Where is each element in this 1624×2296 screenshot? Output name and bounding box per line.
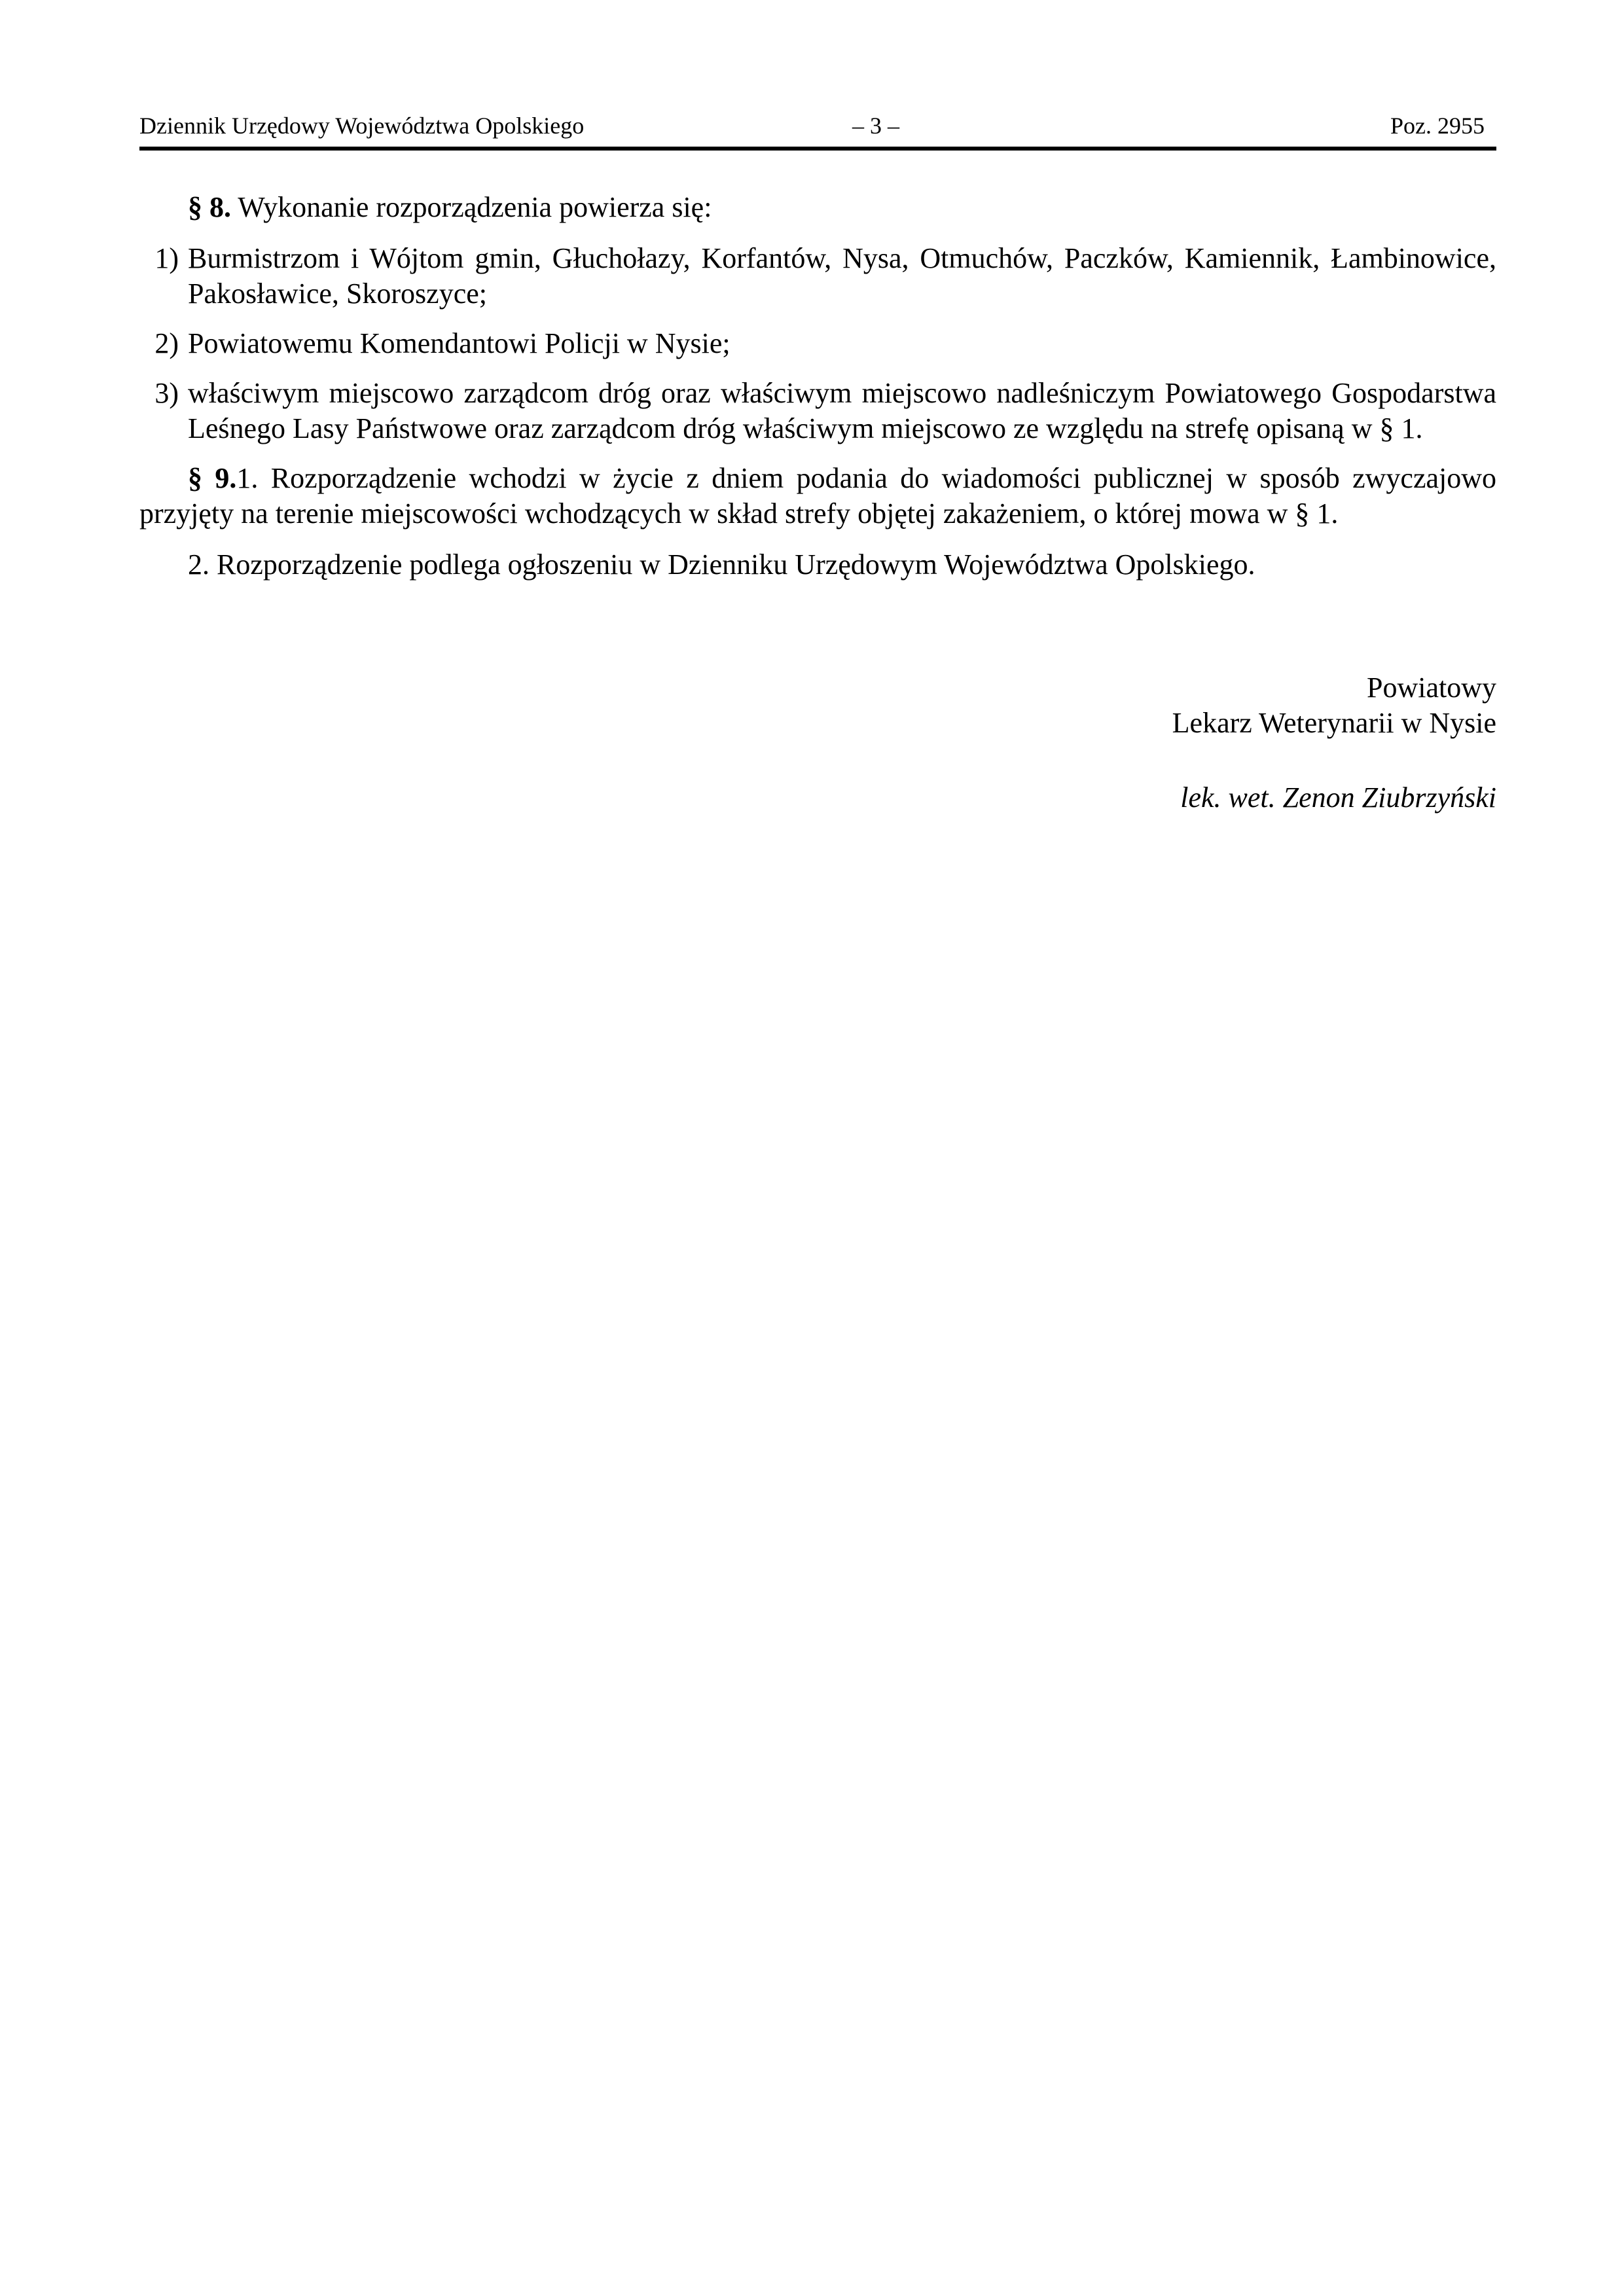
list-item-number: 1) [154, 242, 179, 274]
signature-title-line-2: Lekarz Weterynarii w Nysie [1172, 707, 1496, 739]
section-8-text: Wykonanie rozporządzenia powierza się: [231, 191, 712, 223]
section-9-text: 1. Rozporządzenie wchodzi w życie z dniem podania do wiadomości publicznej w sposób zwyczajowo przyjęty na terenie miejscowości wchodzących w skład strefy objętej zakażeniem, o której mowa w § 1. [139, 462, 1496, 529]
signature-title-line-1: Powiatowy [1367, 672, 1496, 704]
signature-block [1172, 670, 1496, 816]
section-8-mark: § 8. [188, 191, 231, 223]
list-item-text: Burmistrzom i Wójtom gmin, Głuchołazy, Korfantów, Nysa, Otmuchów, Paczków, Kamiennik, Łambinowice, Pakosławice, Skoroszyce; [188, 242, 1496, 310]
header-rule [139, 147, 1496, 151]
journal-title: Dziennik Urzędowy Województwa Opolskiego [139, 113, 585, 139]
page-number: – 3 – [852, 113, 899, 139]
list-item-number: 3) [154, 377, 179, 409]
page-header [139, 110, 1496, 149]
list-item [139, 326, 1496, 361]
section-9-point-1 [139, 461, 1496, 531]
list-item-text: właściwym miejscowo zarządcom dróg oraz właściwym miejscowo nadleśniczym Powiatowego Gospodarstwa Leśnego Lasy Państwowe oraz zarządcom dróg właściwym miejscowo ze względu na strefę opisaną w § 1. [188, 377, 1496, 444]
signatory-name: lek. wet. Zenon Ziubrzyński [1180, 781, 1496, 814]
document-body [139, 190, 1496, 598]
list-item [139, 241, 1496, 312]
section-8-intro [139, 190, 1496, 225]
list-item-number: 2) [154, 327, 179, 359]
list-item [139, 376, 1496, 446]
section-9-mark: § 9. [188, 462, 237, 494]
list-item-text: Powiatowemu Komendantowi Policji w Nysie; [188, 327, 731, 359]
position-number: Poz. 2955 [1390, 113, 1485, 139]
section-9-point-2: 2. Rozporządzenie podlega ogłoszeniu w Dzienniku Urzędowym Województwa Opolskiego. [188, 548, 1255, 581]
